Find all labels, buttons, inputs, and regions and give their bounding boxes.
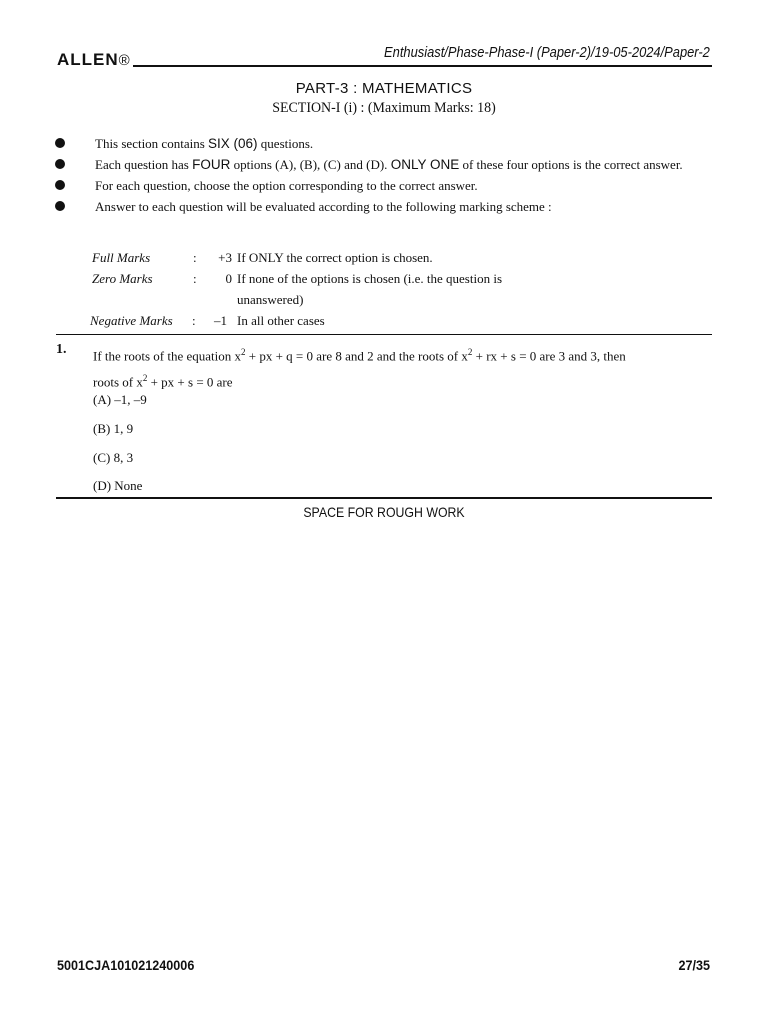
- header-divider: [133, 65, 712, 67]
- marking-scheme: [88, 247, 558, 331]
- question-text: [93, 341, 710, 394]
- marking-description: In all other cases: [237, 313, 325, 328]
- registered-mark: ®: [118, 52, 131, 69]
- marking-label: Negative Marks: [90, 313, 173, 328]
- bullet-icon: [55, 201, 65, 211]
- section-divider: [56, 334, 712, 335]
- question-number: 1.: [56, 342, 67, 357]
- exponent: 2: [467, 347, 473, 357]
- marking-value: –1: [214, 313, 227, 328]
- option-a: (A) –1, –9: [93, 392, 147, 407]
- instruction-text: Answer to each question will be evaluated according to the following marking scheme :: [95, 199, 552, 214]
- logo-text: ALLEN: [57, 50, 119, 69]
- marking-row-zero: [88, 268, 558, 289]
- marking-row-negative: [88, 310, 558, 331]
- instruction-item: [55, 133, 710, 154]
- marking-label: Zero Marks: [92, 271, 153, 286]
- instruction-text: of these four options is the correct answer.: [459, 157, 683, 172]
- instruction-text: This section contains: [95, 136, 209, 151]
- part-title: PART-3 : MATHEMATICS: [295, 80, 473, 97]
- option-b: (B) 1, 9: [93, 421, 134, 436]
- bullet-icon: [55, 159, 65, 169]
- instruction-emphasis: SIX (06): [208, 136, 258, 151]
- question-fragment: + rx + s = 0 are 3 and 3, then: [472, 348, 626, 364]
- instruction-emphasis: FOUR: [192, 157, 231, 172]
- section-title: SECTION-I (i) : (Maximum Marks: 18): [272, 100, 496, 116]
- allen-logo: [57, 50, 131, 70]
- bullet-icon: [55, 138, 65, 148]
- question-fragment: roots of x: [93, 374, 143, 390]
- marking-colon: :: [192, 313, 196, 328]
- instructions-list: [55, 133, 710, 217]
- instruction-item: [55, 175, 710, 196]
- instruction-text: Each question has: [95, 157, 193, 172]
- exponent: 2: [241, 347, 246, 357]
- marking-row-zero-cont: [88, 289, 558, 310]
- exponent: 2: [142, 373, 148, 384]
- question-divider: [56, 497, 712, 499]
- instruction-emphasis: ONLY ONE: [390, 157, 460, 172]
- option-c: (C) 8, 3: [93, 450, 134, 465]
- instruction-item: [55, 196, 710, 217]
- marking-label: Full Marks: [92, 250, 151, 265]
- marking-description: If none of the options is chosen (i.e. the question is: [237, 271, 503, 286]
- marking-value: +3: [218, 250, 232, 265]
- instruction-item: [55, 154, 710, 175]
- paper-header-title: Enthusiast/Phase-Phase-I (Paper-2)/19-05-2024/Paper-2: [384, 44, 710, 61]
- question-fragment: If the roots of the equation x: [93, 348, 242, 364]
- marking-value: 0: [225, 271, 232, 286]
- marking-description: unanswered): [237, 292, 304, 307]
- instruction-text: options (A), (B), (C) and (D).: [230, 157, 391, 172]
- question-fragment: + px + s = 0 are: [147, 374, 233, 390]
- bullet-icon: [55, 180, 65, 190]
- marking-description: If ONLY the correct option is chosen.: [237, 250, 433, 265]
- option-d: (D) None: [93, 478, 143, 493]
- marking-row-full: [88, 247, 558, 268]
- footer-paper-code: 5001CJA101021240006: [57, 957, 195, 973]
- marking-colon: :: [193, 271, 197, 286]
- instruction-text: questions.: [257, 136, 314, 151]
- instruction-text: For each question, choose the option corresponding to the correct answer.: [95, 178, 478, 193]
- marking-colon: :: [193, 250, 197, 265]
- rough-work-label: SPACE FOR ROUGH WORK: [303, 504, 465, 520]
- page-number: 27/35: [678, 957, 710, 973]
- question-fragment: + px + q = 0 are 8 and 2 and the roots of x: [245, 348, 468, 364]
